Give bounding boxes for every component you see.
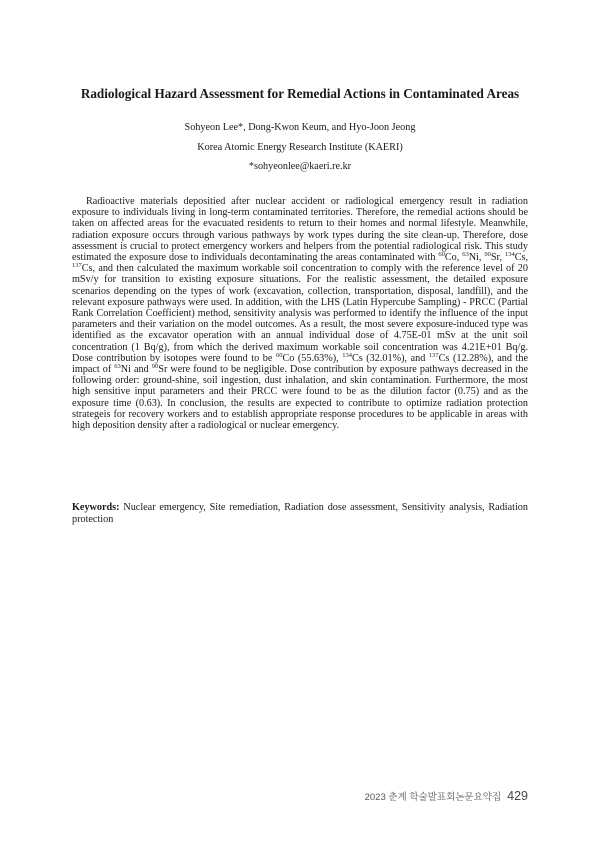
affiliation: Korea Atomic Energy Research Institute (KAERI) [197, 142, 403, 153]
abstract-body [72, 196, 528, 431]
proceedings-name: 2023 춘계 학술발표회논문요약집 [364, 792, 502, 803]
keywords-label: Keywords: [72, 502, 120, 513]
page-footer [365, 789, 528, 803]
author-list: Sohyeon Lee*, Dong-Kwon Keum, and Hyo-Joon Jeong [184, 122, 416, 133]
paper-title: Radiological Hazard Assessment for Remedial Actions in Contaminated Areas [80, 86, 520, 101]
keywords-section [72, 502, 528, 526]
author-email: *sohyeonlee@kaeri.re.kr [248, 161, 352, 172]
abstract-paragraph: Radioactive materials depositied after nuclear accident or radiological emergency result in radiation exposure to individuals living in long-term contaminated territories. Therefore, the remedial actions should be taken on affected areas for the evacuated residents to return to their homes and normal lifestyle. Meanwhile, radiation exposure occurs through various pathways by work types during the site clean-up. Therefore, dose assessment is crucial to protect emergency workers and helpers from the potential radiological risk. This study estimated the exposure dose to individuals decontaminating the areas contaminated with $^{60}$Co, $^{63}$Ni, $^{90}$Sr, $^{134}$Cs, $^{137}$Cs, and then calculated the maximum workable soil concentration to comply with the reference level of 20 mSv/y for transition to existing exposure situations. For the realistic assessment, the detailed exposure scenarios depending on the types of work (excavation, collection, transportation, disposal, landfill), and the relevant exposure pathways were used. In addition, with the LHS (Latin Hypercube Sampling) - PRCC (Partial Rank Correlation Coefficient) method, sensitivity analysis was performed to identify the influence of the input parameters and their variation on the model outcomes. As a result, the most severe exposure-induced type was identified as the excavator operation with an annual individual dose of 4.75E-01 mSv at the unit soil concentration (1 Bq/g), from which the derived maximum workable soil concentration was 4.21E+01 Bq/g. Dose contribution by isotopes were found to be $^{60}$Co (55.63%), $^{134}$Cs (32.01%), and $^{137}$Cs (12.28%), and the impact of $^{63}$Ni and $^{90}$Sr were found to be negligible. Dose contribution by exposure pathways decreased in the following order: ground-shine, soil ingestion, dust inhalation, and skin contamination. Furthermore, the most high sensitive input parameters and their PRCC were found to be as the dilution factor (0.75) and as the exposure time (0.63). In conclusion, the results are expected to contribute to optimize radiation protection strategeis for recovery workers and to establish appropriate response procedures to be applicable in areas with high deposition density after a radiological or nuclear emergency. [72, 196, 528, 432]
keywords-text: Nuclear emergency, Site remediation, Radiation dose assessment, Sensitivity analysis, Radiation protection [72, 502, 528, 525]
page-number: 429 [507, 789, 528, 803]
